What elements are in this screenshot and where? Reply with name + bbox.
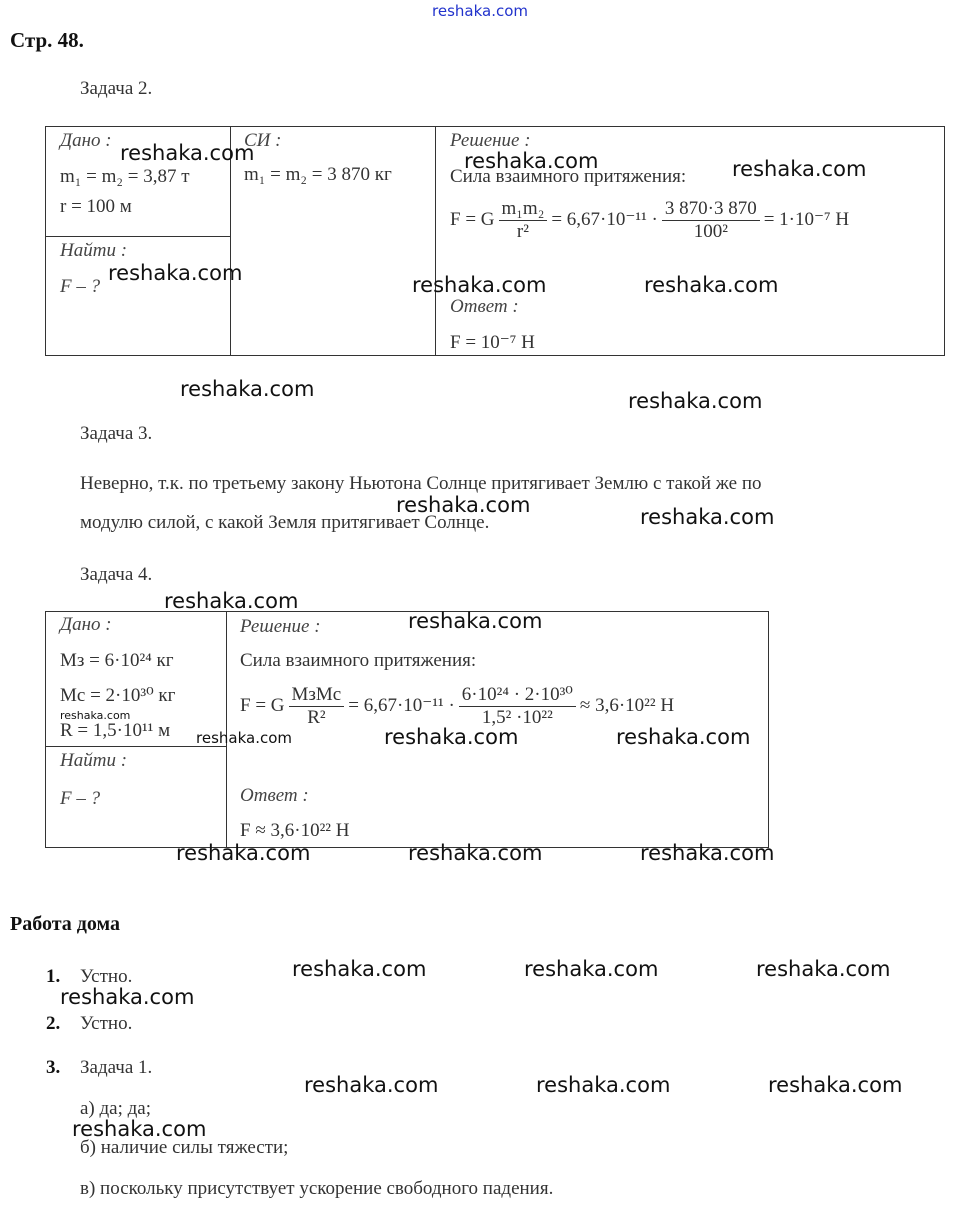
homework-sub-a: а) да; да; <box>80 1098 152 1119</box>
watermark: reshaka.com <box>60 985 195 1009</box>
homework-item-3-num: 3. <box>46 1057 61 1078</box>
watermark: reshaka.com <box>396 493 531 517</box>
watermark: reshaka.com <box>640 841 775 865</box>
task4-f-den: R² <box>307 707 326 728</box>
task4-solution-text: Сила взаимного притяжения: <box>240 650 477 671</box>
task4-title: Задача 4. <box>80 564 153 585</box>
task2-fraction-2 <box>662 198 760 243</box>
task3-line-2: модулю силой, с какой Земля притягивает Солнце. <box>80 512 490 533</box>
task3-line-1: Неверно, т.к. по третьему закону Ньютона Солнце притягивает Землю с такой же по <box>80 473 762 494</box>
watermark: reshaka.com <box>768 1073 903 1097</box>
watermark: reshaka.com <box>72 1117 207 1141</box>
watermark: reshaka.com <box>304 1073 439 1097</box>
task2-si-value: m₁ = m₂ = 3 870 кг <box>244 164 392 185</box>
task4-find-value: F – ? <box>60 788 101 809</box>
task2-answer-label: Ответ : <box>450 296 519 317</box>
watermark: reshaka.com <box>536 1073 671 1097</box>
task2-f-lhs: F = G <box>450 208 495 230</box>
watermark: reshaka.com <box>628 389 763 413</box>
task4-formula <box>240 684 674 729</box>
watermark: reshaka.com <box>524 957 659 981</box>
homework-item-1-num: 1. <box>46 966 61 987</box>
task4-f-result: ≈ 3,6·10²² Н <box>579 694 675 716</box>
task4-fraction-2 <box>459 684 576 729</box>
task4-find-label: Найти : <box>60 750 128 771</box>
task2-f-num: m₁m₂ <box>499 198 548 221</box>
task2-answer-value: F = 10⁻⁷ Н <box>450 332 535 353</box>
watermark: reshaka.com <box>756 957 891 981</box>
task4-fraction-1 <box>289 684 345 729</box>
task4-f-num: MзMс <box>289 684 345 707</box>
watermark: reshaka.com <box>60 709 131 722</box>
watermark: reshaka.com <box>732 157 867 181</box>
task4-f-lhs: F = G <box>240 694 285 716</box>
watermark: reshaka.com <box>408 609 543 633</box>
task4-given-3: R = 1,5·10¹¹ м <box>60 720 171 741</box>
task2-si-label: СИ : <box>244 130 282 151</box>
task2-si-cell <box>230 126 436 356</box>
watermark: reshaka.com <box>644 273 779 297</box>
homework-sub-b: б) наличие силы тяжести; <box>80 1137 289 1158</box>
watermark: reshaka.com <box>180 377 315 401</box>
task4-answer-value: F ≈ 3,6·10²² Н <box>240 820 350 841</box>
site-watermark-top: reshaka.com <box>432 2 528 20</box>
homework-item-3-text: Задача 1. <box>80 1057 153 1078</box>
task4-given-label: Дано : <box>60 614 112 635</box>
watermark: reshaka.com <box>196 729 292 747</box>
task2-f-result: = 1·10⁻⁷ Н <box>763 208 850 230</box>
task4-answer-label: Ответ : <box>240 785 309 806</box>
task4-f-den2: 1,5² ·10²² <box>481 707 553 728</box>
task2-find-label: Найти : <box>60 240 128 261</box>
task2-fraction-1 <box>499 198 548 243</box>
task4-f-mid: = 6,67·10⁻¹¹ · <box>348 694 455 716</box>
task2-find-value: F – ? <box>60 276 101 297</box>
watermark: reshaka.com <box>108 261 243 285</box>
watermark: reshaka.com <box>616 725 751 749</box>
watermark: reshaka.com <box>640 505 775 529</box>
task2-formula <box>450 198 849 243</box>
watermark: reshaka.com <box>176 841 311 865</box>
task2-given-2: r = 100 м <box>60 196 132 217</box>
task2-f-num2: 3 870·3 870 <box>662 198 760 221</box>
task2-f-den: r² <box>516 221 529 242</box>
homework-item-1-text: Устно. <box>80 966 133 987</box>
homework-title: Работа дома <box>10 913 120 935</box>
homework-item-2-num: 2. <box>46 1013 61 1034</box>
task2-f-mid: = 6,67·10⁻¹¹ · <box>551 208 658 230</box>
watermark: reshaka.com <box>464 149 599 173</box>
task2-solution-label: Решение : <box>450 130 531 151</box>
watermark: reshaka.com <box>384 725 519 749</box>
task2-solution-text: Сила взаимного притяжения: <box>450 166 687 187</box>
task2-given-1: m₁ = m₂ = 3,87 т <box>60 166 190 187</box>
task2-title: Задача 2. <box>80 78 153 99</box>
task4-f-num2: 6·10²⁴ · 2·10³⁰ <box>459 684 576 707</box>
task4-given-2: Mс = 2·10³⁰ кг <box>60 685 176 706</box>
task4-solution-label: Решение : <box>240 616 321 637</box>
watermark: reshaka.com <box>164 589 299 613</box>
watermark: reshaka.com <box>412 273 547 297</box>
watermark: reshaka.com <box>292 957 427 981</box>
page-title: Стр. 48. <box>10 28 84 52</box>
homework-sub-c: в) поскольку присутствует ускорение свободного падения. <box>80 1178 554 1199</box>
homework-item-2-text: Устно. <box>80 1013 133 1034</box>
task3-title: Задача 3. <box>80 423 153 444</box>
watermark: reshaka.com <box>408 841 543 865</box>
task4-given-1: Mз = 6·10²⁴ кг <box>60 650 174 671</box>
watermark: reshaka.com <box>120 141 255 165</box>
task2-given-label: Дано : <box>60 130 112 151</box>
task2-f-den2: 100² <box>693 221 728 242</box>
